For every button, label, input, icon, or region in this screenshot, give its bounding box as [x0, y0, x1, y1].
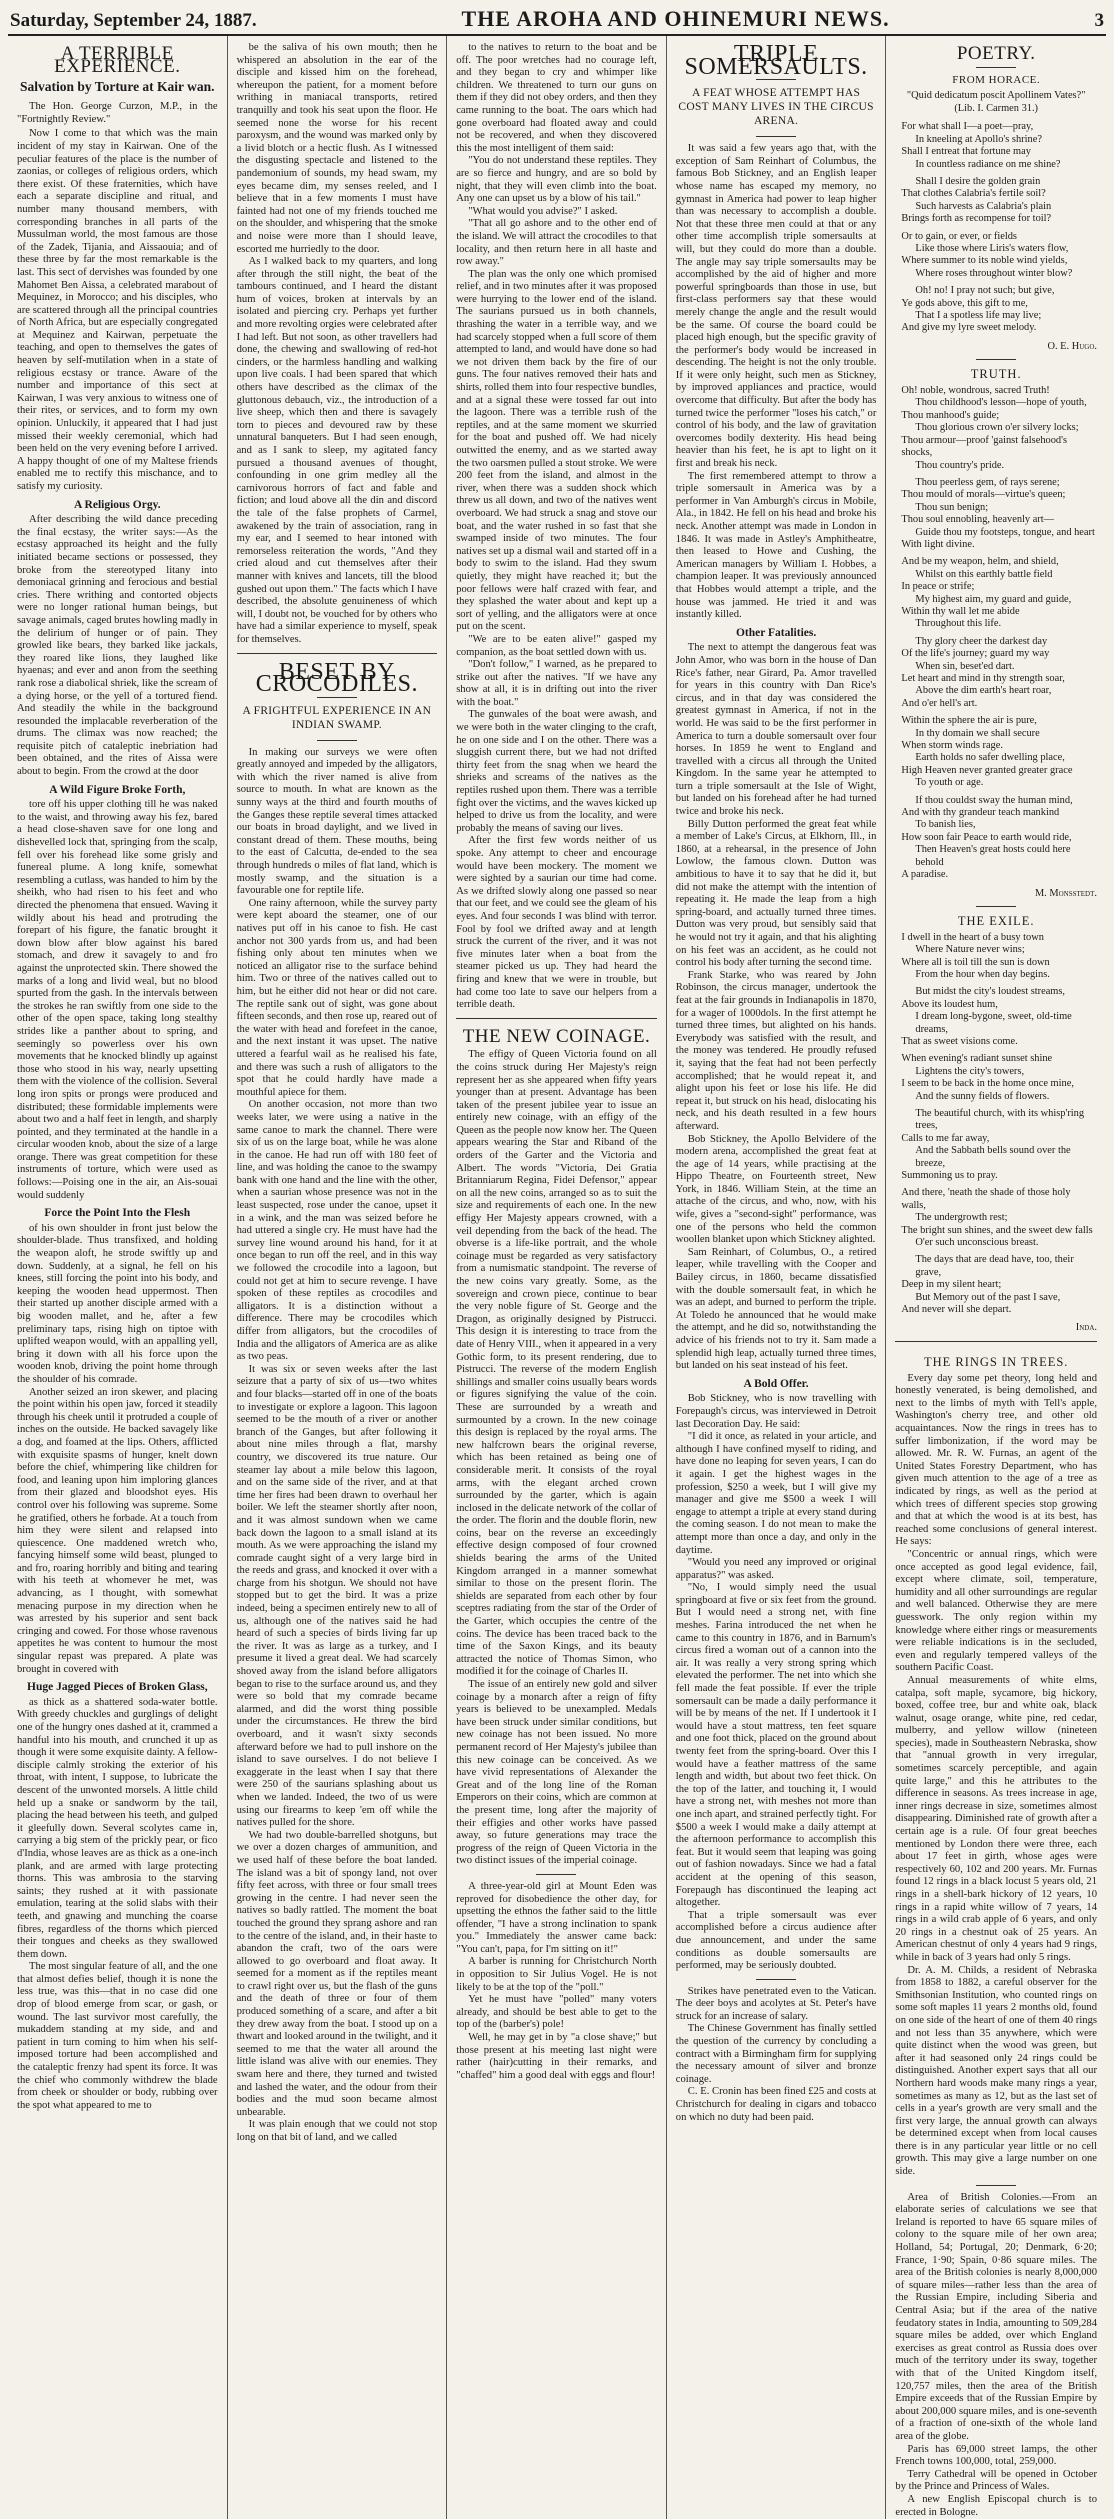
subheading: Other Fatalities.	[735, 626, 817, 639]
brief-items	[895, 2192, 1097, 2519]
poem-line: A paradise.	[901, 869, 949, 881]
poem-line: Thou manhood's guide;	[901, 409, 1000, 421]
subheading: A Religious Orgy.	[74, 498, 161, 511]
subheading: A Wild Figure Broke Forth,	[49, 783, 186, 796]
paragraph: "Don't follow," I warned, as he prepared to strike out after the natives. "If we have any show at all, it is in drifting out into the river with the boat."	[456, 659, 657, 708]
paragraph: It was plain enough that we could not stop long on that bit of land, and we called	[236, 2119, 438, 2143]
paragraph: It was said a few years ago that, with the exception of Sam Reinhart of Columbus, the famous Bob Stickney, and an English leaper whose name has escaped my memory, no gymnast in America had power to leap higher than was necessary to accomplish a double. Not that these three men could at that or any other time accomplish triple somersaults at will, but they could do more than a double. The angle may say triple somersaults may be accomplished by the aid of higher and more powerful springboards than those in use, but first-class performers say that these would merely change the angle and the result would be the same. Of course the board could be placed high enough, but the specific gravity of the performer's body would be increased in descending. The height is not the only trouble. If it were only height, such men as Stickney, by improved appliances and practice, would overcome that difficulty. But after the body has turned twice the performer "loses his catch," or control of his body, and the law of gravitation overcomes bodily dexterity. His head being heavier than his feet, he is apt to light on it first and break his neck.	[675, 143, 877, 470]
poem-heading: FROM HORACE.	[952, 73, 1041, 86]
poem-signature: M. Monsstedt.	[1034, 887, 1097, 899]
column-5	[886, 36, 1106, 2519]
poem-line: I seem to be back in the home once mine,	[901, 1078, 1074, 1090]
short-rule	[976, 359, 1016, 360]
poem-line: That as sweet visions come.	[901, 1035, 1018, 1047]
poem-line: And there, 'neath the shade of those holy walls,	[901, 1187, 1071, 1211]
poem-exile	[895, 932, 1097, 1317]
poem-line: Ye gods above, this gift to me,	[901, 297, 1028, 309]
brief-item: Paris has 69,000 street lamps, the other French towns 100,000, total, 259,000.	[895, 2443, 1097, 2468]
poem-line: For what shall I—a poet—pray,	[901, 121, 1034, 133]
paragraph: The effigy of Queen Victoria found on all the coins struck during Her Majesty's reign represent her as she appeared when fifty years younger than at present. Advantage has been taken of the present jubilee year to issue an entirely new coinage, with an effigy of the Queen as the people now know her. The Queen appears wearing the Star and Riband of the orders of the Garter and the Victoria and Albert. The words "Victoria, Dei Gratia Britanniarum Regina, Fidei Defensor," appear on all the new coins, arranged so as to suit the size and requirements of each one. In the new effigy Her Majesty appears crowned, with a veil depending from the back of the head. The obverse is a life-like portrait, and the whole coinage must be regarded as very satisfactory from a numismatic standpoint. The reverse of the new coins vary greatly. Some, as the sovereign and crown piece, continue to bear the very noble figure of St. George and the Dragon, as originally designed by Pistrucci. This design it is interesting to trace from the date of Henry VIII., when it appeared in a very Gothic form, to its present rendering, due to Pistrucci. The reverse of the modern English shillings and smaller coins usually bears words or figures signifying the value of the coin. These are surrounded by a wreath and surmounted by a crown. In the new coinage this design is replaced by the royal arms. The new halfcrown bears the original reverse, which has been retained as being one of considerable merit. It consists of the royal arms, with the elegant arched crown surrounded by the garter, which is again inclosed in the delicate network of the collar of the order. The florin and the double florin, new coins, bear on the reverse an exceedingly effective design composed of four crowned shields bearing the arms of the United Kingdom arranged in a manner somewhat similar to those on the present florin. The shields are separated from each other by four sceptres radiating from the star of the Order of the Garter, which occupies the centre of the coins. The device has been traced back to the time of the Saxon Kings, and its beauty attracted the notice of Thomas Simon, who modified it for the coinage of Charles II.	[456, 1049, 657, 1678]
paragraph: After the first few words neither of us spoke. Any attempt to cheer and encourage would have been mockery. The moment we were sighted by a saurian our time had come. As we drifted slowly along one passed so near that our feet, and we could see the gleam of his eyes. And four seconds I was blind with terror. Fool by fool we drifted away and at length struck the current of the river, and it was not five minutes later when a boat from the steamer picked us up. They had heard the firing and knew that we were in trouble, but had come too late to save our helpers from a terrible death.	[456, 835, 657, 1011]
poem-line: Thy glory cheer the darkest day	[915, 635, 1048, 647]
poem-title-exile: THE EXILE.	[957, 914, 1035, 929]
article-title-rings: THE RINGS IN TREES.	[923, 1355, 1069, 1370]
poem-line: If thou couldst sway the human mind,	[915, 794, 1073, 806]
poem-line: Summoning us to pray.	[901, 1170, 998, 1181]
newspaper-title: THE AROHA AND OHINEMURI NEWS.	[461, 6, 890, 31]
short-rule	[976, 67, 1016, 68]
poetry-title: POETRY.	[956, 43, 1036, 64]
poem-line: Shall I entreat that fortune may	[901, 146, 1031, 158]
poem-line: Thou armour—proof 'gainst falsehood's shocks,	[901, 434, 1068, 459]
article-subtitle: Salvation by Torture at Kair wan.	[20, 79, 215, 95]
poem-line: I dream long-bygone, sweet, old-time dreams,	[915, 1011, 1072, 1035]
brief-item: Strikes have penetrated even to the Vatican. The deer boys and acolytes at St. Peter's have struck for an increase of salary.	[675, 1985, 877, 2022]
poem-line: But Memory out of the past I save,	[915, 1291, 1061, 1303]
poem-line: Above its loudest hum,	[901, 998, 998, 1010]
article-title-new-coinage: THE NEW COINAGE.	[462, 1025, 651, 1047]
short-rule	[536, 1874, 576, 1875]
paragraph: to the natives to return to the boat and be off. The poor wretches had no courage left, and they began to cry and whimper like children. We threatened to turn our guns on them if they did not obey orders, and then they came running to the boat. The oars which had gone overboard had floated away and could not be recovered, and when they discovered this the most intelligent of them said:	[456, 42, 657, 154]
poem-line: Lightens the city's towers,	[915, 1065, 1025, 1077]
poem-line: Thou country's pride.	[915, 459, 1005, 471]
paragraph: The issue of an entirely new gold and silver coinage by a monarch after a reign of fifty years is believed to be unexampled. Medals have been struck under similar conditions, but new coinage has not been issued. No more permanent record of Her Majesty's jubilee than this new coinage can be conceived. As we have vivid representations of Alexander the Great and of the long line of the Roman Emperors on their coins, which are common at the present time, long after the majority of their effigies and other works have passed away, so future generations may trace the progress of the reign of Queen Victoria in the two distinct issues of the imperial coinage.	[456, 1679, 657, 1867]
paragraph: Bob Stickney, the Apollo Belvidere of the modern arena, accomplished the great feat at the age of 14 years, while practising at the Hippo Theatre, on Fourteenth street, New York, in 1846. William Stein, at the time an attache of the circus, and who, now, with his wife, gives a "second-sight" performance, was one of the persons who held the common woollen blanket upon which Stickney alighted.	[675, 1133, 877, 1246]
brief-items	[456, 1881, 657, 2083]
brief-item: A barber is running for Christchurch North in opposition to Sir Julius Vogel. He is not likely to be at the top of the "poll."	[456, 1956, 657, 1993]
paragraph: The plan was the only one which promised relief, and in two minutes after it was proposed were hurrying to the lower end of the island. The saurians pursued us in both channels, thrashing the water in a terrible way, and we had scarcely stopped when a full score of them attempted to land, and would have done so had we not driven them back by the fire of our guns. The four natives removed their hats and shirts, rolled them into four respective bundles, and at a signal these were tossed far out into the lagoon. There was a terrible rush of the reptiles, and at the same moment we skurried for the boat and pushed off. We had nicely outwitted the enemy, and as we started away the two oarsmen pulled a stout stroke. We were 200 feet from the island, and almost in the river, when there was a sudden shock which threw us all down, and two of the natives went overboard. We had struck a snag and stove our boat, and the water rushed in so fast that she swamped inside of two minutes. The four natives set up a dismal wail and started off in a body to swim to the island. Had they swum quietly, they might have reached it; but the poor fellows were half crazed with fear, and they splashed the water about and kept up a sort of yelling, and the alligators were at once put on the scent.	[456, 268, 657, 633]
poem-line: Shall I desire the golden grain	[915, 176, 1041, 187]
poem-line: Earth holds no safer dwelling place,	[915, 752, 1065, 764]
brief-item: Yet he must have "polled" many voters already, and should be best able to get to the top of the (barber's) pole!	[456, 1994, 657, 2031]
poem-line: And the sunny fields of flowers.	[915, 1090, 1050, 1102]
poem-line: When storm winds rage.	[901, 740, 1003, 752]
poem-title-truth: TRUTH.	[970, 367, 1022, 382]
article-byline: The Hon. George Curzon, M.P., in the "Fortnightly Review."	[17, 101, 218, 125]
paragraph: That a triple somersault was ever accomplished before a circus audience after due announcement, and under the same conditions as double somersaults are performed, may be seriously doubted.	[675, 1909, 877, 1972]
short-rule	[976, 2185, 1016, 2186]
poem-line: To youth or age.	[915, 777, 984, 789]
poem-line: I dwell in the heart of a busy town	[901, 931, 1044, 943]
poem-line: Let heart and mind in thy strength soar,	[901, 673, 1065, 684]
subheading: Huge Jagged Pieces of Broken Glass,	[27, 1681, 208, 1694]
paragraph: Dr. A. M. Childs, a resident of Nebraska from 1858 to 1882, a careful observer for the Smithsonian Institution, who counted rings on some soft maples 11 years 2 months old, found on one side of the heart of one of them 40 rings and not less than 35 anywhere, which were quite distinct when the wood was green, but after it had seasoned only 24 rings could be distinguished. Another expert says that all our Northern hard woods make many rings a year, sometimes as many as 12, but as the last set of cells in a year's growth are very small and the first very large, the annual growth can always be determined except when from local causes there is in any particular year little or no cell growth. This may give a large number on one side.	[895, 1964, 1097, 2178]
paragraph: Another seized an iron skewer, and placing the point within his open jaw, forced it steadily through his cheek until it protruded a couple of inches on the outside. He backed savagely like a dog, and foamed at the lips. Others, afflicted with exquisite spasms of hunger, knelt down before the chief, whimpering like children for food, and leaning upon him imploring glances from their glazed and bloodshot eyes. His control over his following was supreme. Some he gratified, others he forbade. At a touch from him they were silent and relapsed into quiescence. One maddened wretch who, fancying himself some wild beast, plunged to and fro, roaring horribly and biting and tearing with his teeth at whomever he met, was advancing, as I thought, with somewhat menacing purpose in my direction when he was arrested by his superior and sent back cringing and cowed. For those whose ravenous appetites he was content to humour the most singular repast was prepared. A plate was brought in covered with	[17, 1386, 218, 1675]
columns	[8, 36, 1106, 2518]
column-4	[667, 36, 887, 2519]
poem-line: Such harvests as Calabria's plain	[915, 200, 1052, 212]
poem-line: Then Heaven's great hosts could here behold	[915, 844, 1071, 868]
poem-line: Calls to me far away,	[901, 1132, 990, 1144]
poem-line: And with thy grandeur teach mankind	[901, 807, 1060, 819]
paragraph: Bob Stickney, who is now travelling with Forepaugh's circus, was interviewed in Detroit last Decoration Day. He said:	[675, 1393, 877, 1430]
brief-item: Terry Cathedral will be opened in October by the Prince and Princess of Wales.	[895, 2468, 1097, 2493]
poem-line: Brings forth as recompense for toil?	[901, 213, 1052, 225]
poem-line: With light divine.	[901, 538, 975, 550]
poem-line: How soon fair Peace to earth would ride,	[901, 831, 1072, 843]
paragraph: "You do not understand these reptiles. They are so fierce and hungry, and are so bold by night, that they will even climb into the boat. Any one can upset us by a blow of his tail."	[456, 155, 657, 205]
subheading: Force the Point Into the Flesh	[44, 1207, 191, 1220]
brief-item: The Chinese Government has finally settled the question of the currency by concluding a contract with a Birmingham firm for supplying the necessary amount of silver and bronze coinage.	[675, 2023, 877, 2085]
poem-line: Thou mould of morals—virtue's queen;	[901, 489, 1066, 501]
poem-signature: Inda.	[1075, 1322, 1097, 1334]
poem-line: Whilst on this earthly battle field	[915, 568, 1053, 580]
poem-line: Thou childhood's lesson—hope of youth,	[915, 397, 1087, 409]
paragraph: "That all go ashore and to the other end of the island. We will attract the crocodiles to that locality, and then return here in all haste and row away."	[456, 218, 657, 268]
paragraph: as thick as a shattered soda-water bottle. With greedy chuckles and gurglings of delight one of the hungry ones dashed at it, crammed a handful into his mouth, and crunched it up as though it were some exquisite dainty. A fellow-disciple calmly stroking the exterior of his throat, with intent, I suppose, to lubricate the descent of the unwonted morsels. A little child held up a snake or sandworm by the tail, placing the head between his teeth, and gulped it gleefully down. Several scolytes came in, carrying a big stem of the prickly pear, or fico d'India, whose leaves are as thick as a one-inch plank, and are armed with large protecting thorns. This was ambrosia to the starving saints; they rushed at it with passionate emulation, tearing at the solid slabs with their teeth, and gnawing and munching the coarse fibres, regardless of the thorns which pierced their tongues and cheeks as they swallowed them down.	[17, 1696, 218, 1960]
poem-line: High Heaven never granted greater grace	[901, 764, 1073, 776]
poem-line: And the Sabbath bells sound over the breeze,	[915, 1145, 1071, 1169]
poem-line: Above the dim earth's heart roar,	[915, 685, 1052, 697]
poem-line: Oh! no! I pray not such; but give,	[915, 285, 1055, 297]
poem-line: O'er such unconscious breast.	[915, 1237, 1039, 1249]
poem-line: My highest aim, my guard and guide,	[915, 593, 1072, 605]
poem-line: The beautiful church, with its whisp'ring trees,	[915, 1107, 1085, 1132]
poem-horace	[895, 121, 1097, 335]
brief-items	[676, 1986, 877, 2125]
poem-line: Like those where Liris's waters flow,	[915, 243, 1069, 255]
paragraph: "Concentric or annual rings, which were once accepted as good legal evidence, fail, except where climate, soil, temperature, humidity and all other surroundings are regular and well balanced. Otherwise they are mere guesswork. The only region within my knowledge where either rings or measurements were reliable indications is in the secluded, even and regularly tempered valleys of the southern Pacific Coast.	[895, 1548, 1097, 1674]
article-divider	[456, 1018, 657, 1025]
poem-line: Throughout this life.	[915, 618, 1002, 630]
brief-item: Well, he may get in by "a close shave;" but those present at his meeting last night were rather (hair)cutting in their remarks, and "chaffed" him a good deal with eggs and flour!	[456, 2032, 657, 2081]
paragraph: As I walked back to my quarters, and long after through the still night, the beat of the tambours continued, and I heard the distant hum of voices, broken at intervals by an isolated and piercing cry. Perhaps yet further and more revolting orgies were celebrated after I had left. But not soon, as other travellers had done, the chewing and swallowing of red-hot cinders, or the harmless handling and walking upon live coals. I had been spared that which others have described as the climax of the gluttonous debauch, viz., the introduction of a live sheep, which then and there is savagely torn to pieces and devoured raw by these unnatural banqueters. But I had seen enough, and as I sank to sleep, my agitated fancy pursued a thousand avenues of thought, confounding in one grim medley all the carnivorous horrors of fact and fable and fiction; and loud above all the din and discord the tale of the false prophets of Carmel, awakened by the train of association, rang in my ear, and I seemed to hear intoned with remorseless reiteration the words, "And they cried aloud and cut themselves after their manner with knives and lancets, till the blood gushed out upon them." The facts which I have described, the absolute genuineness of which will, I doubt not, be vouched for by others who have had a similar experience to myself, speak for themselves.	[236, 256, 438, 645]
poem-line: In countless radiance on me shine?	[915, 158, 1061, 170]
subheading: A Bold Offer.	[743, 1377, 809, 1390]
paragraph: Billy Dutton performed the great feat while a member of Lake's Circus, at Elkhorn, Ill., in 1860, at a rehearsal, in the presence of John Lowlow, the famous clown. Dutton was ambitious to have it to say that he did it, but did not make the attempt with the intention of repeating it. He made the leap from a high spring-board, and actually turned three times. Dutton was very proud, but sensibly said that he would not try it again, and that his alighting on his feet was an accident, as he could not control his body after turning the second time.	[675, 818, 877, 969]
poem-line: Or to gain, or ever, or fields	[901, 230, 1017, 242]
poem-line: Where Nature never wins;	[915, 944, 1025, 956]
poem-line: Thou glorious crown o'er silvery locks;	[915, 422, 1079, 434]
paragraph: Frank Starke, who was reared by John Robinson, the circus manager, undertook the feat at the fair grounds in Indianapolis in 1870, for a wager of 1000dols. In the first attempt he turned three times, but alighted on his hands. Everybody was satisfied with the result, and the money was tendered. He proudly refused it, saying that the feat had not been perfectly accomplished; that he would repeat it, and alight upon his feet or lose his life. He did repeat it, but struck on his head, dislocating his neck, and his death resulted in a few hours afterward.	[675, 969, 877, 1132]
poem-line: The undergrowth rest;	[915, 1212, 1008, 1224]
poem-line: Within the sphere the air is pure,	[901, 715, 1037, 727]
poem-line: And give my lyre sweet melody.	[901, 322, 1037, 334]
article-title-terrible-experience: A TERRIBLE EXPERIENCE.	[54, 43, 181, 77]
poem-line: Thou soul ennobling, heavenly art—	[901, 514, 1055, 526]
article-deck: A FRIGHTFUL EXPERIENCE IN AN INDIAN SWAMP.	[242, 704, 432, 731]
poem-line: When sin, beset'ed dart.	[915, 660, 1015, 672]
paragraph: The most singular feature of all, and the one that almost defies belief, though it is none the less true, was this—that in no case did one drop of blood emerge from scar, or gash, or wound. The last survivor most carefully, the mukaddem standing at my side, and and patient in turn coming to him when his self-imposed torture had been accomplished and the cataleptic frenzy had spent its force. It was the chief who commonly withdrew the blade from cheek or shoulder or body, rubbing over the spot what appeared to me to	[17, 1961, 218, 2111]
poem-line: Of the life's journey; guard my way	[901, 648, 1050, 660]
paragraph: The first remembered attempt to throw a triple somersault in America was by a performer in Van Amburgh's circus in Mobile, Ala., in 1842. He fell on his head and broke his neck. Another attempt was made in London in 1846. It was made in Astley's Amphitheatre, then leased to Howe and Cushing, the American managers by William I. Hobbes, a champion leaper. It was previously announced that Hobbes would attempt a triple, and the house was jammed. He tried it and was instantly killed.	[675, 470, 877, 621]
paragraph: Sam Reinhart, of Columbus, O., a retired leaper, while travelling with the Cooper and Bailey circus, in 1860, became dissatisfied with the double somersault feat, in which he was an adept, and burned to perform the triple. At Toledo he announced that he would make the attempt, and he did so, notwithstanding the advice of his friends not to try it. Sam made a splendid high leap, actually turned three times, but landed on his seat instead of his feet.	[675, 1246, 877, 1372]
column-2	[228, 36, 448, 2519]
short-rule	[756, 1979, 796, 1980]
poem-line: But midst the city's loudest streams,	[915, 986, 1066, 998]
brief-item: C. E. Cronin has been fined £25 and costs at Christchurch for dealing in cigars and tobacco on which no duty had been paid.	[675, 2086, 877, 2123]
poem-line: In kneeling at Apollo's shrine?	[915, 133, 1042, 145]
paragraph: It was six or seven weeks after the last seizure that a party of six of us—two whites and four blacks—started off in one of the boats to investigate or explore a lagoon. This lagoon seemed to be the mouth of a river or another branch of the Ganges, but after following it about nine miles through a flat, marshy country, we discovered its true nature. Our steamer lay about a mile below this lagoon, and on the same side of the river, and at that time her fires had been drawn to overhaul her boiler. We left the steamer shortly after noon, and it was almost sundown when we came back down the lagoon to a small island at its mouth. As we were approaching the island my comrade caught sight of a very large bird in the reeds and grass, and knocked it over with a charge from his shotgun. We should not have stopped but to get the bird. It was a prize indeed, being a specimen entirely new to all of us, although one of the natives said he had heard of such a species of birds living far up the river. It was as large as a turkey, and I presume it lived a great deal. We had scarcely shoved away from the island before alligators began to rise to the surface around us, and they were so bold that my comrade became alarmed, and did the worst thing possible under the circumstances. He threw the bird overboard, and it wasn't sixty seconds afterward before we had to pull inshore on the island to save ourselves. I do not believe I exaggerate in the least when I say that there were 250 of the saurians splashing about us when we landed. Indeed, the two of us were using our firearms to keep 'em off while the natives pulled for the shore.	[236, 1363, 438, 1829]
paragraph: In making our surveys we were often greatly annoyed and impeded by the alligators, with which the river named is alive from source to mouth. In what are known as the sunny ways at the third and fourth mouths of the Ganges these reptile several times attacked our boats in broad daylight, and we lived in constant dread of them. These mouths, being to the east of Calcutta, de-ended to the sea through hundreds o miles of flat land, which is mostly swamp, and the situation is a favourable one for reptile life.	[236, 746, 438, 897]
paragraph: Now I come to that which was the main incident of my stay in Kairwan. One of the peculiar features of the place is the number of zaonias, or colleges of religious orders, which there exist. Of these fraternities, which have each a separate discipline and ritual, and number many thousand members, with corresponding branches in all parts of the Mussulman world, the most famous are those of the Zadek, Tijania, and Aissaouia; and of these three by far the most remarkable is the last. This sect of dervishes was founded by one Mahomet Ben Aissa, a celebrated marabout of Mequinez, in Morocco; and his disciples, who are scattered through all the principal countries of North Africa, but are especially congregated at Mequinez and Kairwan, perpetuate the teaching, and open to themselves the gates of heaven by self-mutilation when in a state of religious ecstasy or trance. Aware of the number and importance of this sect at Kairwan, I was very anxious to witness one of their rites, or services, and to form my own opinion. Unluckily, it appeared that I had just missed their weekly ceremonial, which had been held on the very evening before I arrived. A happy thought of one of my Maltese friends enabled me to rectify this mischance, and to satisfy my curiosity.	[17, 128, 218, 492]
paragraph: be the saliva of his own mouth; then he whispered an absolution in the ear of the disciple and kissed him on the forehead, whereupon the patient, for a moment before writhing in maniacal transports, retired tranquilly and took his seat upon the floor. He seemed none the worse for his recent paroxysm, and the wound was marked only by a livid blotch or a hectic flush. As I witnessed the disgusting spectacle and listened to the pandemonium of sounds, my head swam, my eyes became dim, my senses reeled, and I believe that in a few moments I must have fainted had not one of my friends touched me on the shoulder, and whispering that the smoke and noise were more than I should leave, escorted me hurriedly to the door.	[236, 42, 438, 255]
column-1	[8, 36, 228, 2519]
poem-line: Where roses throughout winter blow?	[915, 267, 1073, 279]
paragraph: One rainy afternoon, while the survey party were kept aboard the steamer, one of our natives put off in his canoe to fish. He cast anchor not 300 yards from us, and had been fishing only about ten minutes when we noticed an alligator rise to the surface behind him. Two or three of the natives called out to him, but he either did not hear or did not care. The reptile sank out of sight, was gone about fifteen seconds, and then rose up, reared out of the water with head and forefeet in the canoe, and the next instant it was upset. The native uttered a fearful wail as he realised his fate, and there was such a rush of alligators to the spot that he could hardly have made a mouthful apiece for them.	[236, 897, 438, 1098]
paragraph: tore off his upper clothing till he was naked to the waist, and throwing away his fez, bared a head close-shaven save for one long and dishevelled lock that, springing from the scalp, fell over his forehead like some grisly and funereal plume. A long knife, somewhat resembling a cutlass, was handed to him by the sheikh, who had risen to his feet and who directed the phenomena that ensued. Waving it wildly about his head and protruding the forepart of his figure, the fanatic brought it down blow after blow against his bared stomach, and drew it savagely to and fro against the unprotected skin. There showed the marks of a long and livid weal, but no blood spurted from the gash. In the intervals between the strokes he ran swiftly from one side to the other of the open space, taking long stealthy strides like a panther about to spring, and seemingly so powerless over his own movements that he knocked blindly up against those who stood in his way, nearly upsetting them with the violence of the collision. Several long iron spits or prongs were produced and distributed; these formidable implements were about two and a half feet in length, and sharply pointed, and they terminated at the handle in a circular wooden knob, about the size of a large orange. There was great competition for these instruments of torture, which were used as follows:—Poising one in the air, an Ais-souai would suddenly	[17, 799, 218, 1201]
poem-line: Where summer to its noble wind yields,	[901, 255, 1068, 267]
paragraph: Annual measurements of white elms, catalpa, soft maple, sycamore, big hickory, boxed, coffee tree, bur and white oak, black walnut, osage orange, white pine, red cedar, mulberry, and yellow willow (nineteen species), made in Southeastern Nebraska, show that "annual growth in very irregular, sometimes scarcely perceptible, and again quite large," and this he attributes to the difference in seasons. As trees increase in age, inner rings decrease in size, sometimes almost disappearing. Diminished rate of growth after a certain age is a rule. Of four great beeches mentioned by London there were three, each about 17 feet in girth, whose ages were respectively 60, 102 and 200 years. Mr. Furnas found 12 rings in a black locust 5 years old, 21 rings in a shell-bark hickory of 12 years, 10 rings in a rapid white willow of 7 years, 14 rings in a wild crab apple of 6 years, and only 20 rings in a chestnut oak of 25 years. An American chestnut of only 4 years had 9 rings, while in back of 3 years had only 5 rings.	[895, 1674, 1097, 1963]
brief-item: Area of British Colonies.—From an elaborate series of calculations we see that Ireland is reported to have 65 square miles of colony to the square mile of her own area; Holland, 54; Portugal, 20; Denmark, 6·20; France, 1·90; Spain, 0·86 square miles. The area of the British colonies is nearly 8,000,000 of square miles—rather less than the area of the Russian Empire, including Siberia and Central Asia; but if the area of the native feudatory states in India, amounting to 509,284 square miles be added, over which England exercises as great control as Russia does over much of the territory under its sway, together with that of the United Kingdom itself, 120,757 miles, then the area of the British Empire exceeds that of the Russian Empire by about 200,000 square miles, and is one-seventh of a fraction of one-sixth of the whole land area of the globe.	[895, 2191, 1097, 2442]
poem-line: To banish lies,	[915, 819, 976, 831]
short-rule	[317, 740, 357, 741]
paragraph: "I did it once, as related in your article, and although I have confined myself to riding, and have done no leaping for seven years, I can do it again. I get the highest wages in the profession, $250 a week, but I will give my manager and give me $500 a week I will engage to attempt a triple at every stand during the coming season. I do not mean to make the attempt more than once a day, and only in the daytime.	[675, 1431, 877, 1556]
paragraph: The gunwales of the boat were awash, and we were both in the water clinging to the craft, he on one side and I on the other. There was a sluggish current there, but we had not drifted thirty feet from the snag when we heard the shrieks and screams of the natives as the reptiles rushed upon them. There was a terrible fight over the victims, and the waves kicked up helped to drive us from the locality, and were probably the means of saving our lives.	[456, 709, 657, 834]
short-rule	[976, 906, 1016, 907]
article-deck: A FEAT WHOSE ATTEMPT HAS COST MANY LIVES IN THE CIRCUS ARENA.	[678, 87, 874, 128]
paragraph: The next to attempt the dangerous feat was John Amor, who was born in the house of Dan Rice's father, near Girard, Pa. Amor travelled for years in this country with Dan Rice's circus, and in that day was considered the greatest gymnast in America, if not in the world. He was said to be the first performer in America to turn a double somersault over four horses. In 1859 he went to England and travelled with a circus all through the United Kingdom. In the same year he attempted to turn a triple somersault at the Isle of Wight, but landed on his forehead after he had turned twice and broke his neck.	[675, 642, 877, 818]
short-rule	[756, 136, 796, 137]
paragraph: On another occasion, not more than two weeks later, we were using a native in the same canoe to mark the channel. There were six of us on the large boat, while he was alone in the canoe. He had run off with 180 feet of line, and was holding the canoe to the swampy bank with one hand and the line with the other, when a saurian whose presence was not in the least suspected, rose under the canoe, upset it in a wink, and the man was seized before he had uttered a single cry. He must have had the survey line wound around his hand, for it at once began to run off the reel, and in this way we followed the crocodile into a lagoon, but could not get at him to secure revenge. I have spoken of these reptiles as crocodiles and alligators. It is a distinction without a difference. There may be crocodiles which differ from alligators, but the crocodiles of India and the alligators of America are as alike as two peas.	[236, 1099, 438, 1363]
poem-line: The bright sun shines, and the sweet dew falls	[901, 1224, 1093, 1236]
poem-line: Thou peerless gem, of rays serene;	[915, 476, 1060, 488]
poem-line: In peace or strife;	[901, 581, 975, 593]
poem-line: The days that are dead have, too, their grave,	[915, 1254, 1074, 1278]
paragraph: "We are to be eaten alive!" gasped my companion, as the boat settled down with us.	[456, 633, 657, 658]
poem-line: That clothes Calabria's fertile soil?	[901, 188, 1046, 200]
paragraph: "What would you advise?" I asked.	[468, 205, 618, 217]
paragraph: We had two double-barrelled shotguns, but we over a dozen charges of ammunition, and we used half of these before the boat landed. The island was a bit of spongy land, not over fifty feet across, with three or four small trees growing in the centre. I had never seen the natives so badly rattled. The moment the boat touched the ground they sprang ashore and ran to the centre of the island, and, in their haste to abandon the craft, two of the oars were allowed to go overboard and float away. It seemed for a moment as if the reptiles meant to crawl right over us, but the flash of the guns and the death of three or four of them produced something of a scare, and after a bit they drew away from the boat. I stood up on a thwart and looked around in the twilight, and it seemed to me that the water all around the little island was alive with our enemies. They swam here and there, they turned and twisted and lashed the water, and the odour from their bodies and the mud soon became almost unbearable.	[236, 1829, 438, 2118]
poem-line: That I a spotless life may live;	[915, 310, 1042, 322]
poem-line: Thou sun benign;	[915, 501, 989, 513]
poem-signature: O. E. Hugo.	[1047, 340, 1097, 352]
brief-item: A three-year-old girl at Mount Eden was reproved for disobedience the other day, for upsetting the ethnos the father said to the little offender, "I have a strong inclination to spank you." Immediately the answer came back: "You can't, papa, for I'm sitting on it!"	[456, 1880, 657, 1955]
paragraph: Every day some pet theory, long held and honestly venerated, is being demolished, and next to the limbs of myth with Tell's apple, Washington's cherry tree, and other old acquaintances. Now the rings in trees has to suffer limbonization, if the word may be allowed. Mr. R. W. Furnas, an agent of the United States Forestry Department, who has given much attention to the age of a tree as indicated by rings, as well as the period at which trees of different species stop growing and that at which the wood is at its best, has reached some conclusions of general interest. He says:	[895, 1372, 1097, 1548]
poem-line: In thy domain we shall secure	[915, 727, 1040, 739]
poem-line: Where all is toil till the sun is down	[901, 956, 1050, 968]
poem-line: When evening's radiant sunset shine	[901, 1053, 1053, 1065]
paragraph: of his own shoulder in front just below the shoulder-blade. Thus transfixed, and holding the weapon aloft, he strode swiftly up and down. Suddenly, at a signal, he fell on his knees, still forcing the point into his body, and keeping the wooden head uppermost. Then their started up another disciple armed with a big wooden mallet, and he, after a few preliminary taps, rising high on tiptoe with uplifted weapon would, with an appalling yell, bring it down with all his force upon the wooden knob, driving the point home through the shoulder of his comrade.	[17, 1222, 218, 1385]
article-title-crocodiles: BESET BY CROCODILES.	[255, 658, 418, 698]
poem-line: Oh! noble, wondrous, sacred Truth!	[901, 385, 1050, 397]
paragraph: After describing the wild dance preceding the final ecstasy, the writer says:—As the ecstasy approached its height and the fully initiated became sections or possessed, they broke from the stereotyped litany into demoniacal grinning and ferocious and bestial cries. There writhing and contorted objects were no longer rational human beings, but savage animals, caged brutes howling madly in the delirium of hunger or of pain. They growled like bears, they barked like jackals, they roared like lions, they laughed like hyaenas; and ever and anon from the seething rank rose a diabolical shriek, like the scream of a dying horse, or the yell of a tortured fiend. And steadily the while in the background resounded the implacable reverberation of the drums. The climax was now reached; the requisite pitch of cataleptic inebriation had been obtained, and the rites of Aissa were about to begin. From the crowd at the door	[17, 514, 218, 778]
masthead	[8, 4, 1106, 36]
poem-truth	[895, 385, 1097, 881]
poem-line: Within thy wall let me abide	[901, 605, 1020, 617]
page-number: 3	[1094, 10, 1104, 31]
poem-epigraph: "Quid dedicatum poscit Apollinem Vates?" (Lib. I. Carmen 31.)	[906, 90, 1086, 114]
poem-line: And never will she depart.	[901, 1304, 1012, 1316]
poem-line: And be my weapon, helm, and shield,	[901, 556, 1059, 568]
article-divider	[895, 1341, 1097, 1348]
issue-date: Saturday, September 24, 1887.	[10, 10, 257, 31]
paragraph: "No, I would simply need the usual springboard at five or six feet from the ground. But I would need a strong net, with fine meshes. Farina introduced the net when he came to this country in 1876, and in Barnum's circus fired a woman out of a cannon into the air. It was really a very strong spring which elevated the performer. The net into which she fell made the feat possible. If ever the triple somersault can be made a daily performance it will be by means of the net. If I undertook it I would have a stout mattress, ten feet square and one foot thick, placed on the ground about twenty feet from the spring-board. Over this I would have a feather mattress of the same length and width, but about two feet thick. On the top of the latter, and touching it, I would have a strong net, with meshes not more than one inch apart, and strained perfectly tight. For $500 a week I would make a daily attempt at the afternoon performance to accomplish this feat. But it would seem that leaping was going out of fashion nowadays. Since we had a fatal accident at the opening of this season, Forepaugh has discontinued the leaping act altogether.	[675, 1582, 877, 1909]
poem-line: And o'er hell's art.	[901, 697, 978, 709]
poem-line: Deep in my silent heart;	[901, 1279, 1002, 1291]
poem-line: Guide thou my footsteps, tongue, and heart	[915, 526, 1095, 538]
poem-line: From the hour when day begins.	[915, 968, 1050, 980]
column-3	[447, 36, 667, 2519]
brief-item: A new English Episcopal church is to erected in Bologne.	[895, 2493, 1097, 2518]
article-title-triple-somersaults: TRIPLE SOMERSAULTS.	[684, 41, 868, 80]
paragraph: "Would you need any improved or original apparatus?" was asked.	[675, 1557, 877, 1581]
